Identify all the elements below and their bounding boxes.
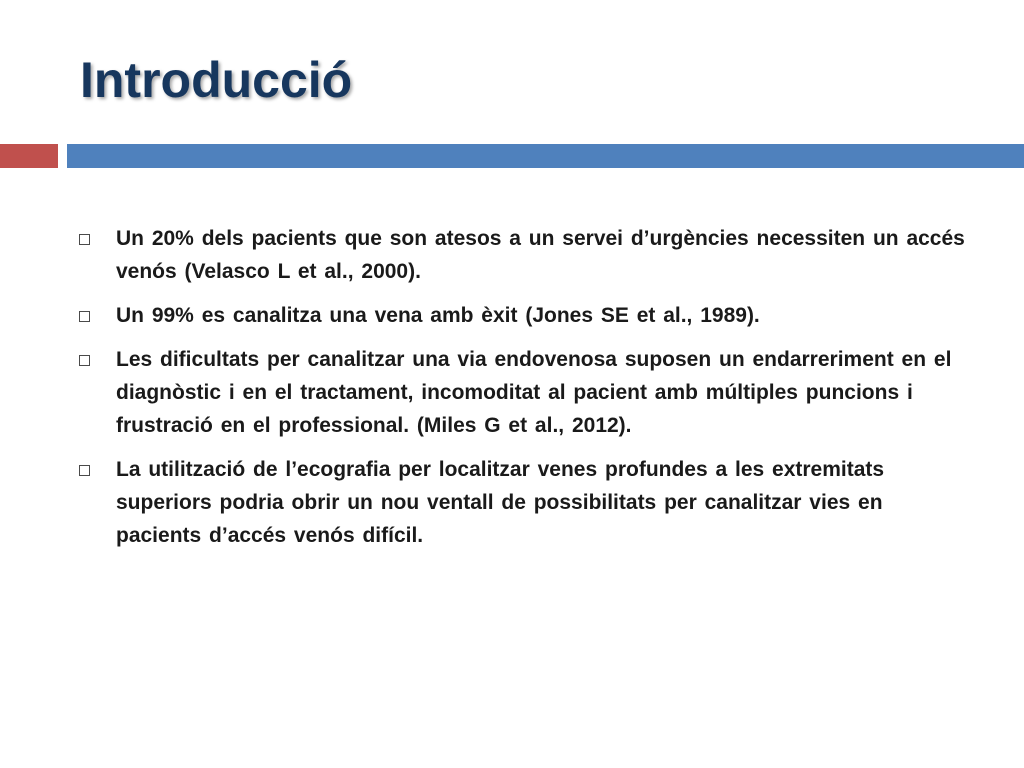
bullet-text: Un 20% dels pacients que son atesos a un servei d’urgències necessiten un accés venós (Velasco L et al., 2000). <box>116 227 965 283</box>
square-bullet-icon <box>79 465 90 476</box>
bullet-item <box>78 222 968 288</box>
square-bullet-icon <box>79 355 90 366</box>
title-accent-bar-red <box>0 144 58 168</box>
square-bullet-icon <box>79 311 90 322</box>
bullet-text: Les dificultats per canalitzar una via endovenosa suposen un endarreriment en el diagnòstic i en el tractament, incomoditat al pacient amb múltiples puncions i frustració en el professional. (Miles G et al., 2012). <box>116 348 952 437</box>
bullet-item <box>78 343 968 442</box>
title-accent-bar-blue <box>67 144 1024 168</box>
square-bullet-icon <box>79 234 90 245</box>
bullet-item <box>78 453 968 552</box>
bullet-item <box>78 299 968 332</box>
bullet-text: La utilització de l’ecografia per localitzar venes profundes a les extremitats superiors podria obrir un nou ventall de possibilitats per canalitzar vies en pacients d’accés venós difícil. <box>116 458 885 547</box>
slide-title: Introducció <box>80 52 353 108</box>
bullet-list <box>78 222 968 563</box>
bullet-text: Un 99% es canalitza una vena amb èxit (Jones SE et al., 1989). <box>116 304 760 327</box>
